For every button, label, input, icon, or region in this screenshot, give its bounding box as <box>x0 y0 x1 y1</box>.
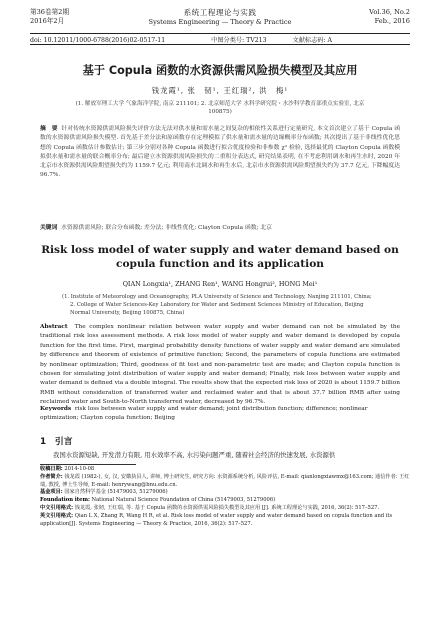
keywords-en <box>40 405 400 424</box>
footnote-label: 收稿日期: <box>40 466 63 472</box>
affiliation-en <box>62 293 390 318</box>
doc-code: 文献标志码: A <box>292 37 332 44</box>
keywords-en-label: Keywords <box>40 406 72 412</box>
footnote-label: Foundation item: <box>40 497 90 504</box>
abstract-en <box>40 323 400 408</box>
journal-name-cn: 系统工程理论与实践 <box>183 8 257 17</box>
title-en-line: Risk loss model of water supply and water demand based on <box>41 244 399 256</box>
title-cn: 基于 Copula 函数的水资源供需风险损失模型及其应用 <box>82 64 358 77</box>
article-identifiers <box>30 35 410 44</box>
volume-cn: 第36卷第2期 <box>30 8 69 16</box>
footnote-foundation <box>40 497 410 505</box>
affiliation-cn <box>60 100 380 117</box>
footnote-text: 国家自然科学基金 (51479003, 51279006) <box>64 489 168 496</box>
affiliation-en-line: (1. Institute of Meteorology and Oceanography, PLA University of Science and Technology, Nanjing 211101, China; <box>62 294 372 300</box>
abstract-cn-text: 针对传统水资源供需风险损失评价方法无法对供水量和需水量之间复杂的相依性关系进行定量研究, 本文首次建立了基于 Copula 函数的水资源供需风险损失模型. 首先基于差分法和原函数存在定理模拟了供水量和需水量的边缘概率分布函数; 其次提出了基于非线性优化思想的 Copula 函数估计参数估计; 第三步分别对各种 Copula 函数进行拟合优度检验和非参数 χ² 检验, 选择最优的 Clayton Copula 函数模拟供水量和需水量的联合概率分布; 最后建立水资源供需风险损失的二重积分表达式, 研究结果表明, 在不考虑利用调水和再生水时, 2020 年北京市水资源供需风险期望损失约为 1159.7 亿元; 利用南水北调水和再生水后, 北京市水资源供需风险期望损失约为 37.7 亿元, 下降幅度达 96.7%. <box>40 126 400 179</box>
affiliation-en-line: 2. College of Water Sciences-Key Laboratory for Water and Sediment Sciences Ministry of Education, Beijing <box>70 302 364 309</box>
running-header <box>30 8 410 32</box>
affiliation-cn-line: (1. 解放军理工大学 气象海洋学院, 南京 211101; 2. 北京师范大学 水科学研究院・水沙科学教育部重点实验室, 北京 <box>75 101 365 107</box>
date-cn: 2016年2月 <box>30 16 65 25</box>
affiliation-cn-line: 100875) <box>208 109 232 116</box>
keywords-cn-label: 关键词 <box>40 225 58 231</box>
footnote-text: 2014-10-08 <box>64 466 95 472</box>
abstract-cn-label: 摘 要 <box>40 126 58 132</box>
journal-name-en: Systems Engineering — Theory & Practice <box>148 18 292 27</box>
footnote-cite-en <box>40 513 410 529</box>
introduction-text: 我国水资源短缺, 开发潜力有限, 用水效率不高, 水污染问题严重, 随着社会经济的快速发展, 水资源供 <box>53 451 336 459</box>
footnote-label: 中文引用格式: <box>40 504 74 511</box>
footnote-label: 基金项目: <box>40 489 63 496</box>
footnote-label: 作者简介: <box>40 473 63 480</box>
keywords-cn <box>40 224 400 233</box>
footnote-label: 英文引用格式: <box>40 512 74 519</box>
volume-en: Vol.36, No.2 <box>369 8 410 16</box>
authors-en: QIAN Longxia¹, ZHANG Ren¹, WANG Hongrui², HONG Mei¹ <box>122 280 318 288</box>
date-en: Feb., 2016 <box>374 16 410 25</box>
clc-number: 中图分类号: TV213 <box>211 37 267 44</box>
footnote-text: 钱龙霞, 张韧, 王红瑞, 等. 基于 Copula 函数的水资源供需风险损失模型及其应用 [J]. 系统工程理论与实践, 2016, 36(2): 517–527. <box>74 504 380 511</box>
title-en-line: copula function and its application <box>116 258 324 271</box>
abstract-en-label: Abstract <box>40 324 68 330</box>
footnote-cite-cn <box>40 505 410 513</box>
keywords-cn-text: 水资源供需风险; 联合分布函数; 差分法; 非线性优化; Clayton Copula 函数; 北京 <box>61 225 272 231</box>
keywords-en-text: risk loss between water supply and water demand; joint distribution function; difference; nonlinear optimization; Clayton copula function; Beijing <box>40 406 368 422</box>
footnotes <box>40 466 410 528</box>
doi[interactable]: doi: 10.12011/1000-6788(2016)02-0517-11 <box>30 37 166 44</box>
authors-cn: 钱龙霞¹, 张 韧¹, 王红瑞², 洪 梅¹ <box>151 86 289 95</box>
affiliation-en-line: Normal University, Beijing 100875, China) <box>70 310 185 317</box>
footnote-rule <box>40 464 136 465</box>
section-heading-introduction: 1 引言 <box>40 437 73 447</box>
abstract-cn <box>40 125 400 181</box>
footnote-text: Qian L X, Zhang R, Wang H R, et al. Risk loss model of water supply and water demand based on copula function and its application[J]. Systems Engineering — Theory & Practice, 2016, 36(2): 517–527. <box>40 512 393 527</box>
footnote-author <box>40 474 410 490</box>
header-rule <box>30 33 410 34</box>
footnote-text: 钱龙霞 (1982-), 女, 汉, 安徽执县人, 讲师, 博士研究生, 研究方向: 水资源系统分析, 风险评估, E-mail: qianlongxiawmx@163.com; 通信作者: 王红瑞, 教授, 博士生导师, E-mail: henrywang@bnu.edu.cn. <box>40 473 410 488</box>
title-en <box>40 243 400 272</box>
identifier-rule <box>30 44 410 45</box>
footnote-text: National Natural Science Foundation of China (51479003, 51279006) <box>91 497 276 504</box>
abstract-en-text: The complex nonlinear relation between water supply and water demand can not be simulated by the traditional risk loss assessment methods. A risk loss model of water supply and water demand is developed by copula function for the first time. First, marginal probability density functions of water supply and water demand are simulated by difference and theorem of existence of primitive function; Second, the parameters of copula functions are estimated by nonlinear optimization; Third, goodness of fit test and non-parametric test are made; and Clayton copula function is chosen for simulating joint distribution of water supply and water demand; Finally, risk loss between water supply and water demand is defined via a double integral. The results show that the expected risk loss of 2020 is about 1159.7 billion RMB without consideration of transferred water and reclaimed water and that is about 37.7 billion RMB after using reclaimed water and South-to-North transferred water, decreased by 96.7%. <box>40 324 401 406</box>
footnote-received <box>40 466 410 474</box>
